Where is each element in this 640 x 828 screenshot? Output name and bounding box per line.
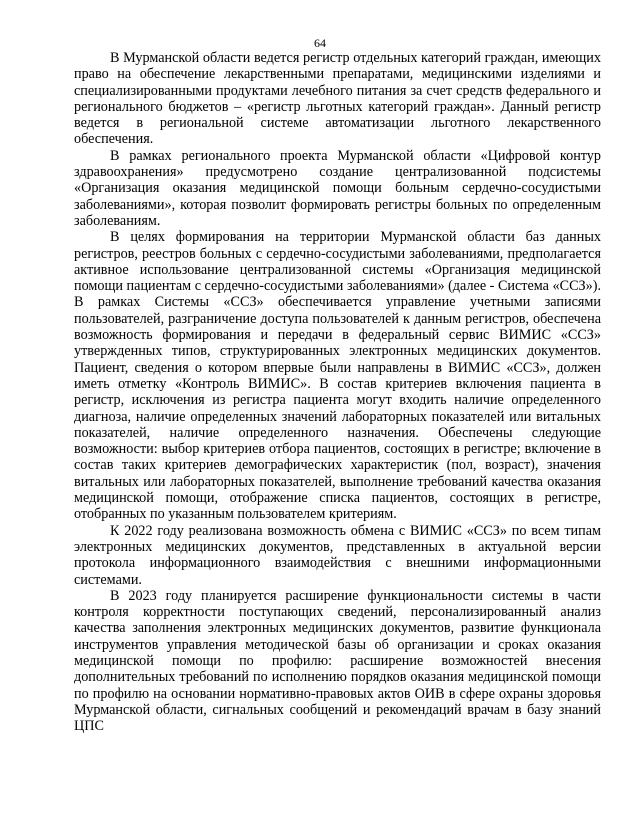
document-body: [74, 50, 601, 734]
paragraph-ssz-system: В целях формирования на территории Мурманской области баз данных регистров, реестров больных с сердечно-сосудистыми заболеваниями, предполагается активное использование централизованной системы «Организация медицинской помощи пациентам с сердечно-сосудистыми заболеваниями» (далее - Система «ССЗ»). В рамках Системы «ССЗ» обеспечивается управление учетными записями пользователей, разграничение доступа пользователей к данным регистров, обеспечена возможность формирования и передачи в федеральный сервис ВИМИС «ССЗ» утвержденных типов, структурированных электронных медицинских документов. Пациент, сведения о котором впервые были направлены в ВИМИС «ССЗ», должен иметь отметку «Контроль ВИМИС». В состав критериев включения пациента в регистр, исключения из регистра пациента могут входить наличие определенного диагноза, наличие определенных значений лабораторных показателей или витальных показателей, наличие определенного назначения. Обеспечены следующие возможности: выбор критериев отбора пациентов, состоящих в регистре; включение в состав таких критериев демографических характеристик (пол, возраст), значения витальных или лабораторных показателей, выполнение требований качества оказания медицинской помощи, отображение списка пациентов, состоящих в регистре, отобранных по указанным пользователем критериям.: [74, 229, 602, 523]
paragraph-2023-plans: В 2023 году планируется расширение функциональности системы в части контроля корректности поступающих сведений, персонализированный анализ качества заполнения электронных медицинских документов, развитие функционала инструментов управления методической базы об организации и сроках оказания медицинской помощи по профилю: расширение возможностей внесения дополнительных требований по исполнению порядков оказания медицинской помощи по профилю на основании нормативно-правовых актов ОИВ в сфере охраны здоровья Мурманской области, сигнальных сообщений и рекомендаций врачам в базу знаний ЦПС: [74, 587, 601, 735]
paragraph-digital-contour: В рамках регионального проекта Мурманской области «Цифровой контур здравоохранения» предусмотрено создание централизованной подсистемы «Организация оказания медицинской помощи больным сердечно-сосудистыми заболеваниями», которая позволит формировать регистры больных по определенным заболеваниям.: [74, 147, 601, 229]
page-number: 64: [314, 36, 326, 50]
paragraph-vimis-exchange: К 2022 году реализована возможность обмена с ВИМИС «ССЗ» по всем типам электронных медицинских документов, представленных в актуальной версии протокола информационного взаимодействия с внешними информационными системами.: [74, 522, 601, 588]
paragraph-beneficiary-register: В Мурманской области ведется регистр отдельных категорий граждан, имеющих право на обеспечение лекарственными препаратами, медицинскими изделиями и специализированными продуктами лечебного питания за счет средств федерального и регионального бюджетов – «регистр льготных категорий граждан». Данный регистр ведется в региональной системе автоматизации льготного лекарственного обеспечения.: [74, 50, 601, 148]
